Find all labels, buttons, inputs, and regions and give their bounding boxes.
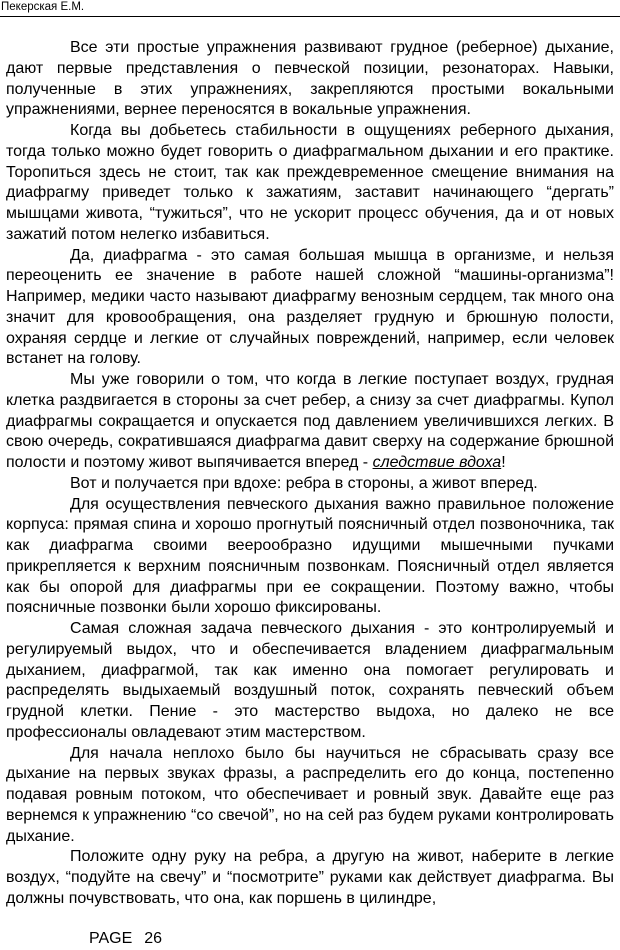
paragraph: Когда вы добьетесь стабильности в ощущениях реберного дыхания, тогда только можно будет говорить о диафрагмальном дыхании и его практике. Торопиться здесь не стоит, так как преждевременное смещение внимания на диафрагму приведет только к зажатиям, заставит начинающего “дергать” мышцами живота, “тужиться”, что не ускорит процесс обучения, да и от новых зажатий потом нелегко избавиться. — [6, 122, 614, 243]
paragraph: Вот и получается при вдохе: ребра в стороны, а живот вперед. — [70, 474, 538, 492]
paragraph: Для осуществления певческого дыхания важно правильное положение корпуса: прямая спина и хорошо прогнутый поясничный отдел позвоночника, так как диафрагма своими веерообразно идущими мышечными пучками прикрепляется к верхним поясничным позвонкам. Поясничный отдел является как бы опорой для диафрагмы при ее сокращении. Поэтому важно, чтобы поясничные позвонки были хорошо фиксированы. — [6, 495, 614, 617]
paragraph: Самая сложная задача певческого дыхания - это контролируемый и регулируемый выдох, что и обеспечивается владением диафрагмальным дыханием, диафрагмой, так как именно она помогает регулировать и распределять выдыхаемый воздушный поток, сохранять певческий объем грудной клетки. Пение - это мастерство выдоха, но далеко не все профессионалы овладевают этим мастерством. — [6, 620, 614, 741]
paragraph: Для начала неплохо было бы научиться не сбрасывать сразу все дыхание на первых звуках фразы, а распределить его до конца, постепенно подавая ровным потоком, что обеспечивает и ровный звук. Давайте еще раз вернемся к упражнению “со свечой”, но на сей раз будем руками контролировать дыхание. — [6, 744, 614, 845]
paragraph: Да, диафрагма - это самая большая мышца в организме, и нельзя переоценить ее значение в работе нашей сложной “машины-организма”! Например, медики часто называют диафрагму венозным сердцем, так много она значит для кровообращения, она разделяет грудную и брюшную полости, охраняя сердце и легкие от случайных повреждений, например, если человек встанет на голову. — [6, 246, 614, 368]
page-number: 26 — [144, 930, 163, 947]
paragraph: Все эти простые упражнения развивают грудное (реберное) дыхание, дают первые представления о певческой позиции, резонаторах. Навыки, полученные в этих упражнениях, закрепляются простыми вокальными упражнениями, вернее переносятся в вокальные упражнения. — [6, 39, 614, 119]
page-label: PAGE — [89, 930, 133, 947]
paragraph-tail: ! — [501, 454, 506, 471]
page-body — [6, 38, 614, 910]
emphasized-term: следствие вдоха — [372, 454, 502, 471]
paragraph — [6, 370, 614, 474]
author-name: Пекерская Е.М. — [1, 1, 85, 13]
running-header — [0, 0, 620, 17]
paragraph: Положите одну руку на ребра, а другую на живот, наберите в легкие воздух, “подуйте на свечу” и “посмотрите” руками как действует диафрагма. Вы должны почувствовать, что она, как поршень в цилиндре, — [6, 848, 614, 907]
page-footer — [89, 930, 162, 948]
paragraph-text: Мы уже говорили о том, что когда в легкие поступает воздух, грудная клетка раздвигается в стороны за счет ребер, а снизу за счет диафрагмы. Купол диафрагмы сокращается и опускается под давлением увеличившихся легких. В свою очередь, сократившаяся диафрагма давит сверху на содержание брюшной полости и поэтому живот выпячивается вперед - — [6, 371, 614, 471]
